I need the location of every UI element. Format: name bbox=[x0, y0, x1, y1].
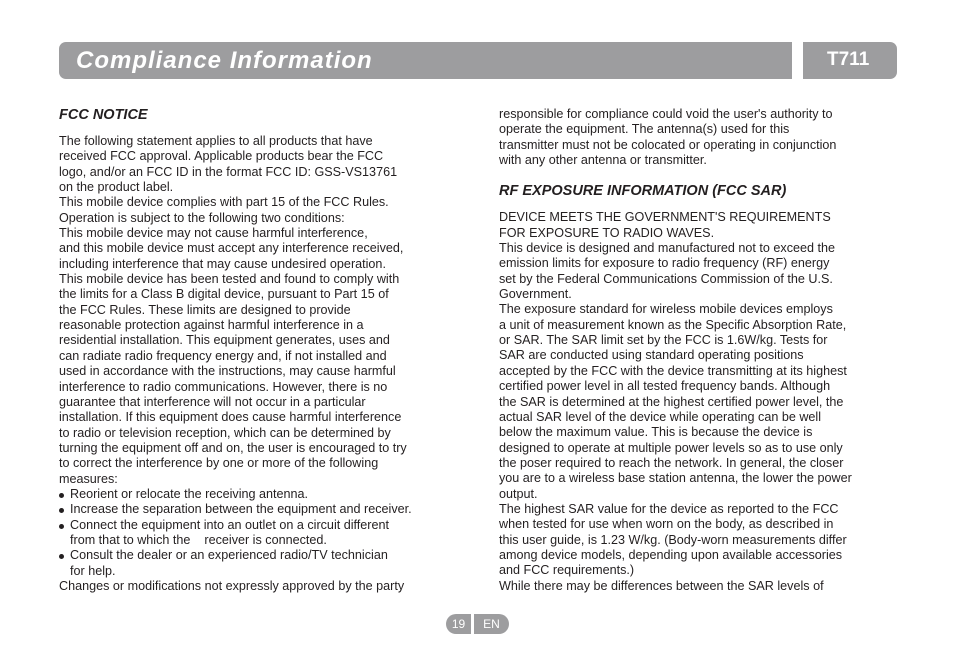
text-line: when tested for use when worn on the body, as described in bbox=[499, 517, 834, 532]
text-line: the FCC Rules. These limits are designed to provide bbox=[59, 302, 351, 317]
list-item-text: for help. bbox=[70, 563, 116, 578]
text-line: interference to radio communications. However, there is no bbox=[59, 379, 388, 394]
text-line: responsible for compliance could void the user's authority to bbox=[499, 107, 833, 121]
text-line: measures: bbox=[59, 471, 118, 486]
list-item-text: Consult the dealer or an experienced radio/TV technician bbox=[70, 548, 388, 563]
text-line: and this mobile device must accept any interference received, bbox=[59, 241, 404, 256]
text-line: installation. If this equipment does cause harmful interference bbox=[59, 410, 402, 425]
text-line: residential installation. This equipment generates, uses and bbox=[59, 333, 390, 348]
list-item bbox=[59, 502, 412, 517]
text-line: The following statement applies to all products that have bbox=[59, 134, 373, 148]
list-item-text: Connect the equipment into an outlet on a circuit different bbox=[70, 517, 390, 532]
list-item-text: Increase the separation between the equipment and receiver. bbox=[70, 502, 412, 517]
text-line: accepted by the FCC with the device transmitting at its highest bbox=[499, 363, 847, 378]
text-line: FOR EXPOSURE TO RADIO WAVES. bbox=[499, 225, 715, 240]
text-line: The exposure standard for wireless mobile devices employs bbox=[499, 302, 833, 317]
text-line: This device is designed and manufactured not to exceed the bbox=[499, 241, 836, 256]
rf-exposure-heading: RF EXPOSURE INFORMATION (FCC SAR) bbox=[499, 183, 787, 200]
text-line: certified power level in all tested frequency bands. Although bbox=[499, 379, 831, 394]
measures-list bbox=[59, 487, 412, 579]
text-line: used in accordance with the instructions, may cause harmful bbox=[59, 364, 396, 379]
text-line: operate the equipment. The antenna(s) used for this bbox=[499, 122, 790, 137]
list-item bbox=[59, 548, 412, 579]
text-line: or SAR. The SAR limit set by the FCC is 1.6W/kg. Tests for bbox=[499, 333, 828, 348]
text-line: This mobile device may not cause harmful interference, bbox=[59, 226, 368, 241]
rf-exposure-body bbox=[499, 210, 852, 594]
text-line: with any other antenna or transmitter. bbox=[499, 153, 707, 168]
text-line: transmitter must not be colocated or operating in conjunction bbox=[499, 137, 837, 152]
text-line: This mobile device complies with part 15 of the FCC Rules. bbox=[59, 195, 389, 210]
continued-text bbox=[499, 107, 852, 168]
page-number: 19 bbox=[446, 614, 471, 634]
model-badge bbox=[803, 42, 897, 79]
text-line: set by the Federal Communications Commission of the U.S. bbox=[499, 271, 833, 286]
text-line: a unit of measurement known as the Specific Absorption Rate, bbox=[499, 317, 847, 332]
text-line: reasonable protection against harmful interference in a bbox=[59, 318, 364, 333]
text-line: SAR are conducted using standard operating positions bbox=[499, 348, 804, 363]
list-item-text: from that to which the receiver is connected. bbox=[70, 532, 327, 547]
text-line: designed to operate at multiple power levels so as to use only bbox=[499, 440, 843, 455]
text-line: below the maximum value. This is because the device is bbox=[499, 425, 813, 440]
list-item-text: Reorient or relocate the receiving antenna. bbox=[70, 486, 309, 501]
language-badge: EN bbox=[474, 614, 509, 634]
text-line: received FCC approval. Applicable products bear the FCC bbox=[59, 149, 384, 164]
header-bar bbox=[59, 42, 792, 79]
text-line: this user guide, is 1.23 W/kg. (Body-worn measurements differ bbox=[499, 532, 847, 547]
text-line: This mobile device has been tested and found to comply with bbox=[59, 272, 400, 287]
text-line: The highest SAR value for the device as reported to the FCC bbox=[499, 501, 839, 516]
text-line: the SAR is determined at the highest certified power level, the bbox=[499, 394, 844, 409]
text-line: Government. bbox=[499, 287, 572, 302]
text-line: While there may be differences between the SAR levels of bbox=[499, 578, 824, 593]
text-line: among device models, depending upon available accessories bbox=[499, 547, 843, 562]
list-item bbox=[59, 518, 412, 549]
page-title: Compliance Information bbox=[76, 47, 373, 74]
model-label: T711 bbox=[827, 49, 870, 70]
text-line: you are to a wireless base station antenna, the lower the power bbox=[499, 471, 852, 486]
text-line: to radio or television reception, which can be determined by bbox=[59, 425, 391, 440]
text-line: actual SAR level of the device while operating can be well bbox=[499, 409, 822, 424]
text-line: logo, and/or an FCC ID in the format FCC ID: GSS-VS13761 bbox=[59, 164, 398, 179]
text-line: on the product label. bbox=[59, 180, 174, 195]
text-line: emission limits for exposure to radio frequency (RF) energy bbox=[499, 256, 830, 271]
page-footer bbox=[446, 614, 509, 634]
text-line: can radiate radio frequency energy and, if not installed and bbox=[59, 348, 387, 363]
closing-line: Changes or modifications not expressly approved by the party bbox=[59, 578, 405, 593]
left-column bbox=[59, 107, 412, 594]
text-line: the limits for a Class B digital device, pursuant to Part 15 of bbox=[59, 287, 389, 302]
text-line: turning the equipment off and on, the user is encouraged to try bbox=[59, 440, 407, 455]
text-line: Operation is subject to the following two conditions: bbox=[59, 210, 345, 225]
fcc-notice-body bbox=[59, 134, 412, 487]
text-line: to correct the interference by one or more of the following bbox=[59, 456, 379, 471]
right-column bbox=[499, 107, 852, 594]
fcc-notice-heading: FCC NOTICE bbox=[59, 107, 148, 123]
text-line: output. bbox=[499, 486, 538, 501]
text-line: the poser required to reach the network. In general, the closer bbox=[499, 455, 844, 470]
text-line: and FCC requirements.) bbox=[499, 563, 635, 578]
list-item bbox=[59, 487, 412, 502]
text-line: DEVICE MEETS THE GOVERNMENT'S REQUIREMENTS bbox=[499, 210, 831, 225]
text-line: guarantee that interference will not occur in a particular bbox=[59, 394, 366, 409]
text-line: including interference that may cause undesired operation. bbox=[59, 256, 386, 271]
